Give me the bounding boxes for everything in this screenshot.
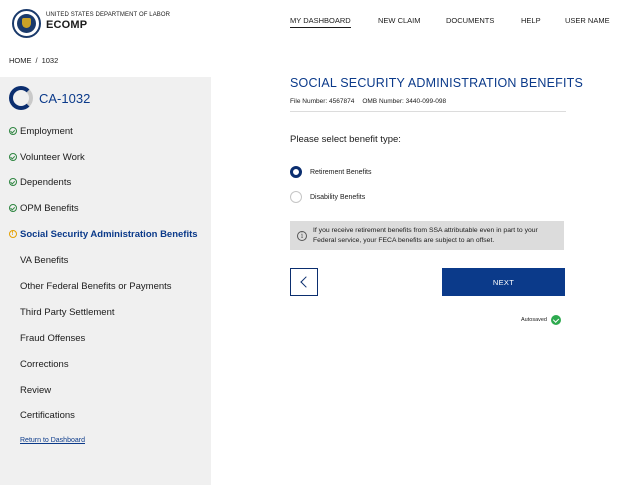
sidebar-item-volunteer-work[interactable] [8, 150, 85, 164]
sidebar-item-opm-benefits[interactable] [8, 201, 79, 215]
sidebar-item-label: Certifications [20, 409, 75, 421]
sidebar-item-label: Fraud Offenses [20, 332, 86, 344]
omb-number: OMB Number: 3440-099-098 [362, 98, 447, 105]
radio-disability-benefits[interactable] [290, 191, 365, 203]
check-circle-icon [9, 178, 17, 186]
sidebar-item-label: Corrections [20, 358, 69, 370]
claim-sidebar [0, 77, 211, 485]
nav-documents[interactable]: DOCUMENTS [446, 16, 495, 25]
breadcrumb-separator: / [35, 56, 38, 65]
sidebar-item-review[interactable] [8, 383, 51, 397]
info-icon: i [297, 231, 307, 241]
return-to-dashboard-link[interactable]: Return to Dashboard [20, 437, 85, 444]
check-circle-icon [9, 127, 17, 135]
page-title: SOCIAL SECURITY ADMINISTRATION BENEFITS [290, 76, 584, 90]
sidebar-item-label: OPM Benefits [20, 202, 79, 214]
sidebar-item-label: Review [20, 384, 52, 396]
form-meta [290, 98, 446, 105]
sidebar-item-fraud-offenses[interactable] [8, 331, 85, 345]
sidebar-item-label: Other Federal Benefits or Payments [20, 280, 172, 292]
check-circle-icon [9, 204, 17, 212]
sidebar-item-label: Social Security Administration Benefits [20, 228, 198, 240]
alert-circle-icon: ! [9, 230, 17, 238]
notice-text: If you receive retirement benefits from SSA attributable even in part to your Federal service, your FECA benefits are subject to an offset. [313, 227, 538, 244]
sidebar-item-certifications[interactable] [8, 408, 75, 422]
breadcrumb-current: 1032 [41, 56, 59, 65]
sidebar-item-va-benefits[interactable] [8, 253, 68, 267]
radio-label: Retirement Benefits [310, 168, 372, 176]
radio-label: Disability Benefits [310, 193, 366, 201]
back-button[interactable] [290, 268, 318, 296]
next-button[interactable]: NEXT [442, 268, 565, 296]
benefit-type-question: Please select benefit type: [290, 134, 401, 145]
nav-my-dashboard[interactable]: MY DASHBOARD [290, 16, 351, 28]
file-number: File Number: 4567874 [290, 98, 355, 105]
breadcrumb-home[interactable]: HOME [9, 56, 32, 65]
radio-button-selected[interactable] [290, 166, 302, 178]
sidebar-item-label: Dependents [20, 176, 72, 188]
progress-ring-icon [9, 86, 33, 110]
sidebar-item-label: Employment [20, 125, 73, 137]
sidebar-item-ssa-benefits[interactable] [8, 227, 198, 241]
agency-name: UNITED STATES DEPARTMENT OF LABOR [46, 12, 171, 18]
sidebar-item-label: Volunteer Work [20, 151, 85, 163]
top-nav [0, 16, 622, 30]
radio-button[interactable] [290, 191, 302, 203]
sidebar-item-third-party-settlement[interactable] [8, 305, 115, 319]
site-header [0, 0, 622, 48]
breadcrumb [9, 56, 58, 65]
autosave-status [521, 315, 561, 325]
claim-id: CA-1032 [39, 91, 91, 106]
nav-user-name[interactable]: USER NAME [565, 16, 610, 25]
sidebar-item-employment[interactable] [8, 124, 73, 138]
sidebar-item-corrections[interactable] [8, 357, 69, 371]
sidebar-item-label: Third Party Settlement [20, 306, 115, 318]
sidebar-item-label: VA Benefits [20, 254, 69, 266]
sidebar-item-other-federal-benefits[interactable] [8, 279, 172, 293]
autosave-label: Autosaved [521, 317, 547, 323]
radio-retirement-benefits[interactable] [290, 166, 371, 178]
brand-logo[interactable]: ECOMP [46, 19, 88, 31]
nav-new-claim[interactable]: NEW CLAIM [378, 16, 421, 25]
sidebar-item-dependents[interactable] [8, 175, 71, 189]
check-circle-icon [9, 153, 17, 161]
check-circle-filled-icon [551, 315, 561, 325]
offset-notice [290, 221, 564, 250]
title-divider [290, 111, 566, 112]
nav-help[interactable]: HELP [521, 16, 541, 25]
